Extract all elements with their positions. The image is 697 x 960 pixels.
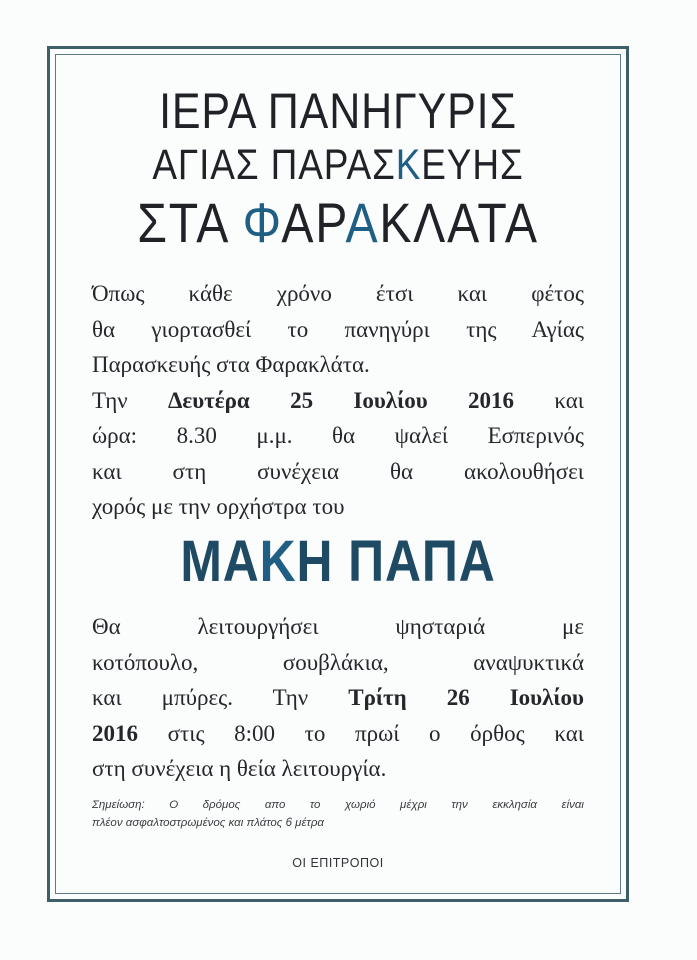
paragraph-1-line-5: ώρα: 8.30 μ.μ. θα ψαλεί Εσπερινός [92, 423, 584, 448]
event-date-1: Δευτέρα 25 Ιουλίου 2016 [167, 387, 515, 413]
road-note [92, 796, 584, 832]
paragraph-2-line-1: Θα λειτουργήσει ψησταριά με [92, 614, 584, 639]
paragraph-1-line-4 [92, 383, 584, 419]
title-line-3-accent-2: Α [345, 191, 380, 254]
paragraph-1-line-4-pre: Την [92, 387, 168, 413]
title-line-2-accent: Κ [395, 141, 422, 189]
paragraph-2-line-3-pre: και μπύρες. Την [92, 685, 349, 710]
title-line-1 [99, 82, 577, 140]
title-line-3 [99, 190, 577, 255]
paragraph-1-line-1: Όπως κάθε χρόνο έτσι και φέτος [92, 281, 584, 306]
band-name [99, 528, 577, 595]
event-year-2: 2016 [92, 720, 138, 746]
announcement-paragraph [92, 276, 584, 525]
paragraph-1-line-3: Παρασκευής στα Φαρακλάτα. [92, 352, 370, 377]
paragraph-2-line-4-post: στις 8:00 το πρωί ο όρθος και [138, 720, 584, 746]
band-name-accent: Κ [259, 529, 297, 594]
title-line-2-part-a: ΑΓΙΑΣ ΠΑΡΑΣ [152, 141, 396, 189]
paragraph-2-line-2: κοτόπουλο, σουβλάκια, αναψυκτικά [92, 649, 584, 675]
paragraph-1-line-7: χορός με την ορχήστρα του [92, 494, 345, 519]
paragraph-1-line-4-post: και [514, 387, 584, 413]
note-line-2: πλέον ασφαλτοστρωμένος και πλάτος 6 μέτρα [92, 817, 324, 829]
title-line-3-part-c: ΑΡ [281, 191, 346, 254]
paragraph-2-line-3 [92, 680, 584, 716]
band-name-part-c: Η ΠΑΠΑ [296, 529, 496, 594]
note-line-1: Σημείωση: Ο δρόμος απο το χωριό μέχρι την εκκλησία είναι [92, 799, 584, 811]
title-line-2 [99, 141, 577, 190]
title-line-1-text: ΙΕΡΑ ΠΑΝΗΓΥΡΙΣ [159, 83, 517, 139]
title-line-3-accent-1: Φ [242, 191, 282, 254]
title-line-3-part-a: ΣΤΑ [137, 191, 243, 254]
paragraph-2-line-4 [92, 716, 584, 752]
details-paragraph [92, 609, 584, 787]
title-line-2-part-c: ΕΥΗΣ [421, 141, 524, 189]
paragraph-1-line-6: και στη συνέχεια θα ακολουθήσει [92, 458, 584, 484]
event-date-2: Τρίτη 26 Ιουλίου [348, 685, 584, 710]
committee-signature: ΟΙ ΕΠΙΤΡΟΠΟΙ [292, 856, 384, 870]
title-line-3-part-e: ΚΛΑΤΑ [379, 191, 539, 254]
paragraph-1-line-2: θα γιορτασθεί το πανηγύρι της Αγίας [92, 316, 584, 342]
paragraph-2-line-5: στη συνέχεια η θεία λειτουργία. [92, 756, 387, 781]
band-name-part-a: ΜΑ [180, 529, 260, 594]
